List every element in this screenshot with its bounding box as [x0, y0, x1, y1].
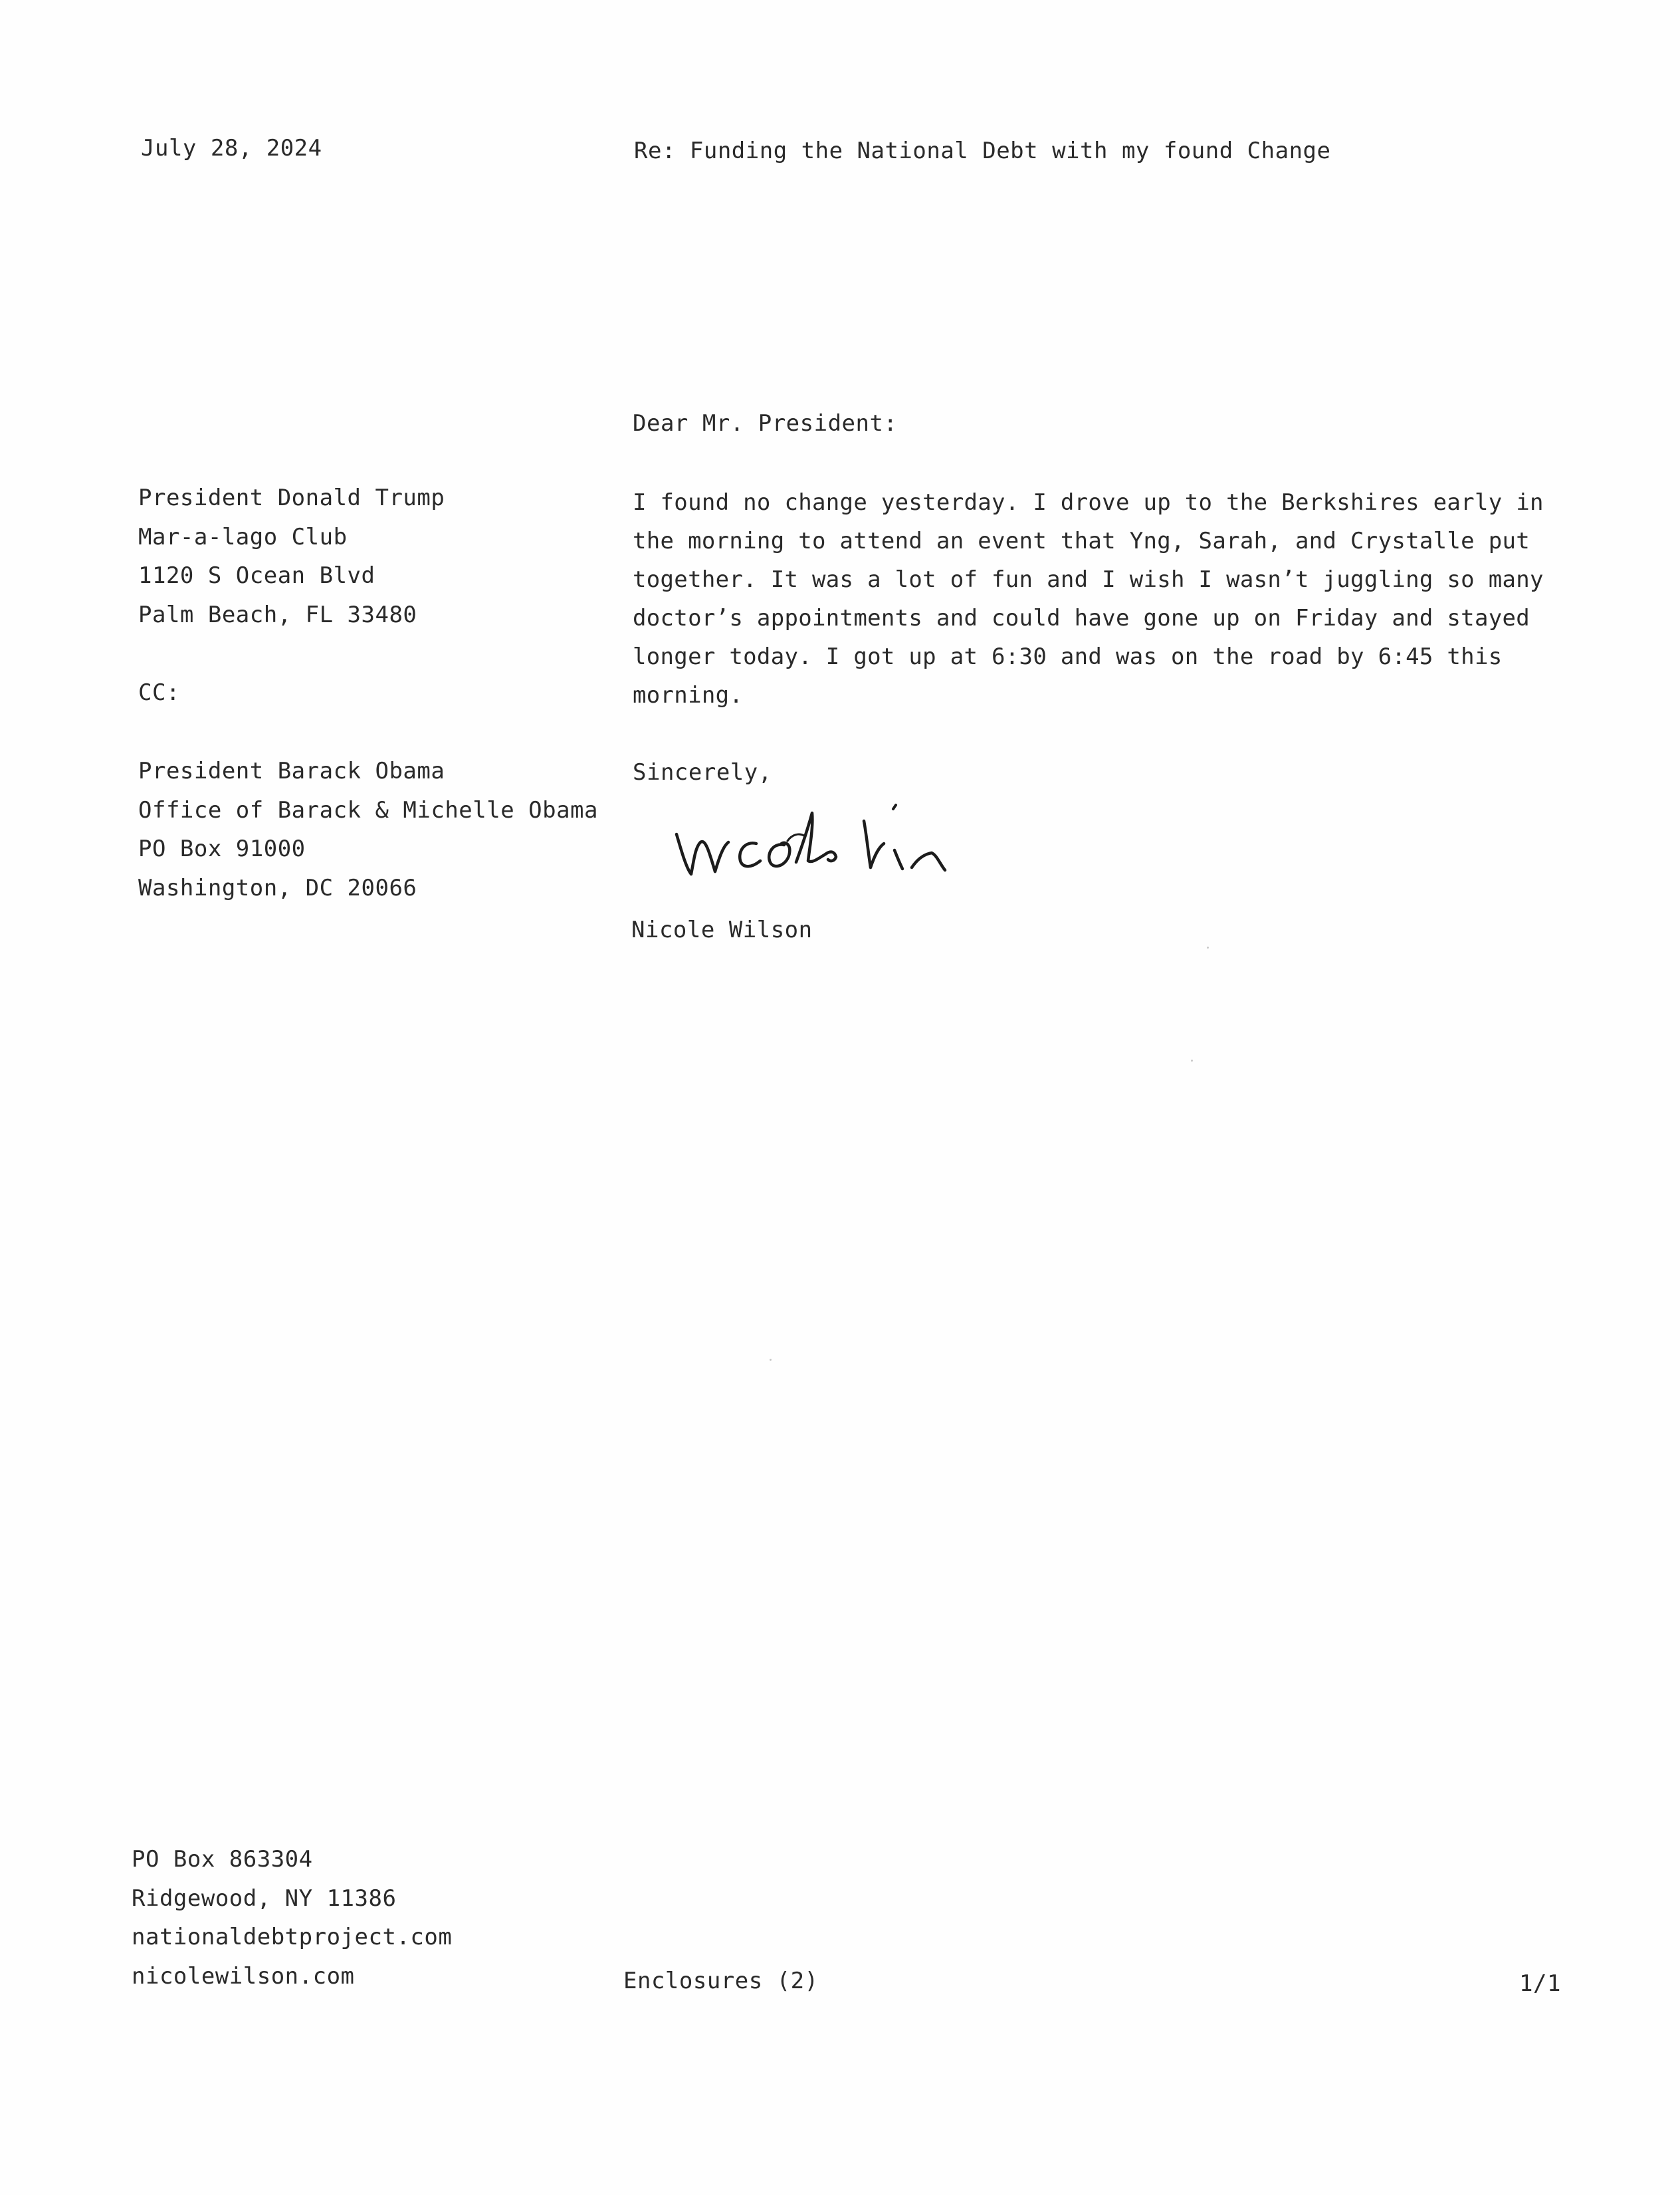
cc-label: CC: — [138, 679, 180, 706]
recipient-address — [138, 479, 445, 634]
recipient-address-line: Mar-a-lago Club — [138, 523, 348, 550]
cc-address-line: Office of Barack & Michelle Obama — [138, 796, 599, 824]
signer-name: Nicole Wilson — [631, 917, 813, 943]
scan-speck — [770, 1359, 772, 1361]
body-line: longer today. I got up at 6:30 and was on the road by 6:45 this — [633, 643, 1503, 670]
letter-date: July 28, 2024 — [141, 135, 322, 162]
recipient-address-line: President Donald Trump — [138, 485, 445, 511]
sender-address-line: Ridgewood, NY 11386 — [132, 1885, 397, 1912]
handwritten-signature — [671, 794, 1017, 894]
scan-speck — [1207, 947, 1209, 949]
salutation: Dear Mr. President: — [633, 410, 898, 437]
body-line: doctor’s appointments and could have gone up on Friday and stayed — [633, 605, 1530, 632]
closing: Sincerely, — [633, 759, 772, 786]
cc-address-line: Washington, DC 20066 — [138, 874, 417, 901]
recipient-address-line: 1120 S Ocean Blvd — [138, 562, 375, 589]
cc-recipient-address — [138, 752, 598, 907]
sender-website: nicolewilson.com — [132, 1962, 355, 1990]
body-line: together. It was a lot of fun and I wish I wasn’t juggling so many — [633, 566, 1544, 593]
body-line: morning. — [633, 682, 744, 709]
cc-address-line: President Barack Obama — [138, 758, 445, 784]
recipient-address-line: Palm Beach, FL 33480 — [138, 601, 417, 628]
sender-address-line: PO Box 863304 — [132, 1846, 313, 1873]
enclosures-note: Enclosures (2) — [623, 1968, 819, 1994]
page-number: 1/1 — [1519, 1970, 1561, 1997]
letter-body — [633, 483, 1544, 715]
scan-speck — [1191, 1060, 1193, 1062]
subject-line: Re: Funding the National Debt with my found Change — [634, 138, 1331, 164]
body-line: I found no change yesterday. I drove up to the Berkshires early in — [633, 489, 1544, 516]
cc-address-line: PO Box 91000 — [138, 836, 306, 862]
body-line: the morning to attend an event that Yng, Sarah, and Crystalle put — [633, 528, 1530, 554]
sender-website: nationaldebtproject.com — [132, 1924, 453, 1950]
sender-address — [132, 1840, 452, 1996]
